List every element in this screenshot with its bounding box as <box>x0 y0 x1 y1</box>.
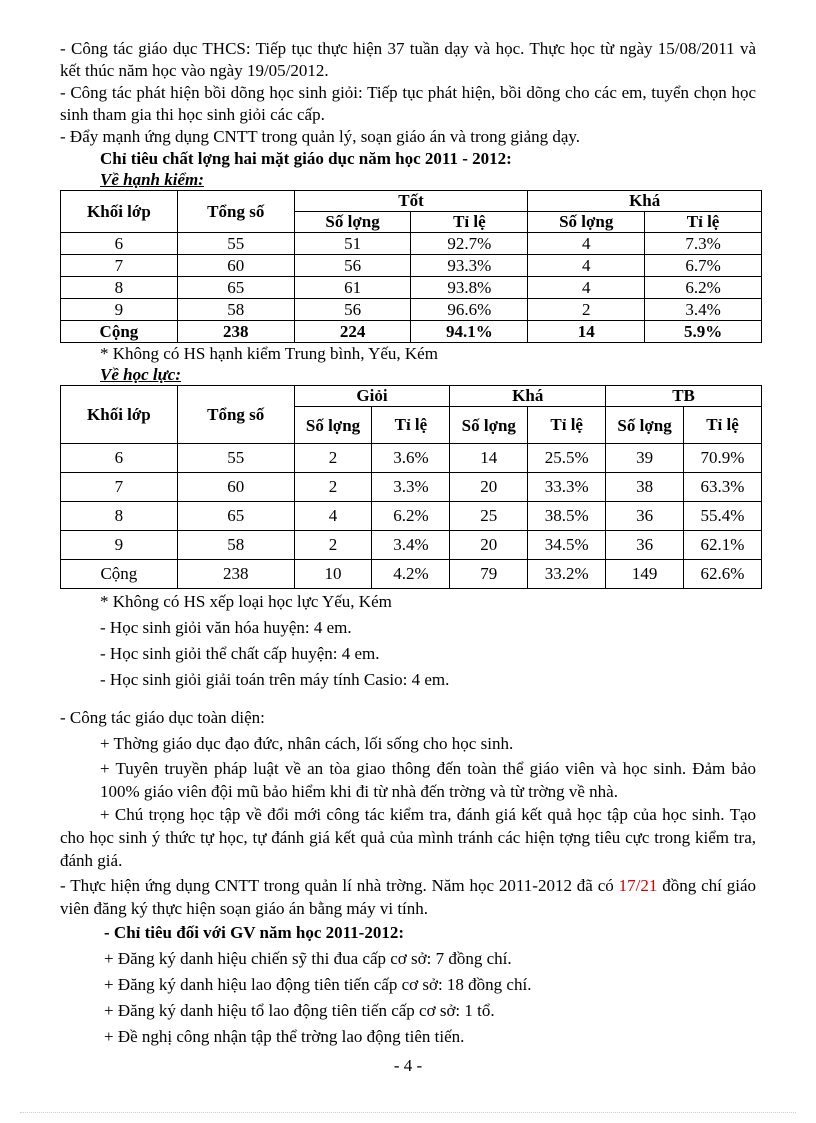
table-cell: 6 <box>61 444 178 473</box>
table-cell: 149 <box>606 560 684 589</box>
academic-header-rate: Tỉ lệ <box>528 407 606 444</box>
table-cell: 55 <box>177 233 294 255</box>
table-cell: 2 <box>528 299 645 321</box>
conduct-header-good-count: Số lợng <box>294 212 411 233</box>
table-cell: 33.3% <box>528 473 606 502</box>
table-cell: 3.4% <box>645 299 762 321</box>
academic-note: - Học sinh giỏi giải toán trên máy tính Casio: 4 em. <box>100 670 450 689</box>
table-cell: 20 <box>450 473 528 502</box>
table-cell: 55 <box>177 444 294 473</box>
table-cell: 56 <box>294 299 411 321</box>
table-cell: 96.6% <box>411 299 528 321</box>
table-row <box>61 531 762 560</box>
table-row <box>61 255 762 277</box>
table-cell: 9 <box>61 299 178 321</box>
table-cell: 7 <box>61 255 178 277</box>
quality-heading: Chỉ tiêu chất lợng hai mặt giáo dục năm học 2011 - 2012: <box>100 149 512 168</box>
table-cell: 238 <box>177 560 294 589</box>
academic-header-count: Số lợng <box>606 407 684 444</box>
comprehensive-item: + Chú trọng học tập về đổi mới công tác kiểm tra, đánh giá kết quả học tập của học sinh. Tạo cho học sinh ý thức tự học, tự đánh giá kết quả của mình tránh các hiện tợng tiêu cực trong kiểm tra, đánh giá. <box>60 805 756 870</box>
table-row <box>61 444 762 473</box>
intro-line-2: - Công tác phát hiện bồi dõng học sinh giỏi: Tiếp tục phát hiện, bồi dõng cho các em, tuyển chọn học sinh tham gia thi học sinh giỏi các cấp. <box>60 83 756 124</box>
academic-header-rate: Tỉ lệ <box>684 407 762 444</box>
conduct-header-grade: Khối lớp <box>61 191 178 233</box>
table-cell: 70.9% <box>684 444 762 473</box>
intro-line-1: - Công tác giáo dục THCS: Tiếp tục thực hiện 37 tuần dạy và học. Thực học từ ngày 15/08/2011 và kết thúc năm học vào ngày 19/05/2012. <box>60 39 756 80</box>
conduct-table <box>60 190 762 343</box>
table-cell: 79 <box>450 560 528 589</box>
teachers-item: + Đăng ký danh hiệu tổ lao động tiên tiến cấp cơ sở: 1 tổ. <box>104 1001 495 1020</box>
conduct-header-good-rate: Tỉ lệ <box>411 212 528 233</box>
table-cell: 14 <box>528 321 645 343</box>
table-cell: 39 <box>606 444 684 473</box>
table-cell: 2 <box>294 531 372 560</box>
table-cell: 56 <box>294 255 411 277</box>
table-cell: 58 <box>177 531 294 560</box>
academic-header-total: Tổng số <box>177 386 294 444</box>
table-cell: 51 <box>294 233 411 255</box>
academic-header-excellent: Giỏi <box>294 386 450 407</box>
table-cell: 224 <box>294 321 411 343</box>
academic-header-count: Số lợng <box>450 407 528 444</box>
page-number: - 4 - <box>393 1056 423 1075</box>
conduct-header-total: Tổng số <box>177 191 294 233</box>
teachers-item: + Đăng ký danh hiệu lao động tiên tiến cấp cơ sở: 18 đồng chí. <box>104 975 532 994</box>
document-page <box>60 38 756 1050</box>
table-cell: 7 <box>61 473 178 502</box>
academic-header-grade: Khối lớp <box>61 386 178 444</box>
table-cell: 3.3% <box>372 473 450 502</box>
it-text-before: - Thực hiện ứng dụng CNTT trong quản lí nhà trờng. Năm học 2011-2012 đã có <box>60 876 619 895</box>
conduct-subheading: Về hạnh kiểm: <box>100 170 204 189</box>
table-cell: Cộng <box>61 321 178 343</box>
academic-note: - Học sinh giỏi thể chất cấp huyện: 4 em. <box>100 644 380 663</box>
teachers-item: + Đăng ký danh hiệu chiến sỹ thi đua cấp cơ sở: 7 đồng chí. <box>104 949 512 968</box>
table-cell: 10 <box>294 560 372 589</box>
table-cell: Cộng <box>61 560 178 589</box>
table-cell: 25 <box>450 502 528 531</box>
table-cell: 3.6% <box>372 444 450 473</box>
table-cell: 4 <box>528 255 645 277</box>
table-cell: 8 <box>61 277 178 299</box>
table-cell: 65 <box>177 502 294 531</box>
academic-header-average: TB <box>606 386 762 407</box>
table-cell: 62.6% <box>684 560 762 589</box>
table-cell: 36 <box>606 502 684 531</box>
it-highlight: 17/21 <box>618 876 658 895</box>
comprehensive-item: + Thờng giáo dục đạo đức, nhân cách, lối sống cho học sinh. <box>100 734 514 753</box>
table-cell: 61 <box>294 277 411 299</box>
it-paragraph <box>60 874 756 920</box>
table-cell: 14 <box>450 444 528 473</box>
table-row <box>61 277 762 299</box>
table-cell: 63.3% <box>684 473 762 502</box>
table-cell: 4 <box>528 233 645 255</box>
academic-table <box>60 385 762 589</box>
it-text-after: đồng chí giáo viên đăng ký thực hiện soạn giáo án bằng máy vi tính. <box>60 876 756 918</box>
table-cell: 65 <box>177 277 294 299</box>
table-cell: 94.1% <box>411 321 528 343</box>
table-row <box>61 502 762 531</box>
table-cell: 8 <box>61 502 178 531</box>
conduct-header-fair-rate: Tỉ lệ <box>645 212 762 233</box>
table-cell: 6.2% <box>372 502 450 531</box>
table-cell: 2 <box>294 444 372 473</box>
page-bottom-divider <box>20 1112 796 1113</box>
table-row <box>61 233 762 255</box>
table-total-row <box>61 560 762 589</box>
table-cell: 3.4% <box>372 531 450 560</box>
table-cell: 60 <box>177 255 294 277</box>
table-cell: 2 <box>294 473 372 502</box>
table-row <box>61 473 762 502</box>
table-cell: 38.5% <box>528 502 606 531</box>
conduct-header-fair-count: Số lợng <box>528 212 645 233</box>
academic-header-rate: Tỉ lệ <box>372 407 450 444</box>
table-cell: 58 <box>177 299 294 321</box>
table-cell: 5.9% <box>645 321 762 343</box>
table-cell: 25.5% <box>528 444 606 473</box>
table-cell: 4 <box>528 277 645 299</box>
table-total-row <box>61 321 762 343</box>
table-cell: 36 <box>606 531 684 560</box>
table-cell: 6.7% <box>645 255 762 277</box>
table-row <box>61 299 762 321</box>
academic-note: * Không có HS xếp loại học lực Yếu, Kém <box>100 592 392 611</box>
comprehensive-item: + Tuyên truyền pháp luật về an tòa giao thông đến toàn thể giáo viên và học sinh. Đảm bảo 100% giáo viên đội mũ bảo hiểm khi đi từ nhà đến trờng và từ trờng về nhà. <box>100 759 756 801</box>
teachers-title: - Chỉ tiêu đối với GV năm học 2011-2012: <box>104 923 405 942</box>
conduct-header-good: Tốt <box>294 191 528 212</box>
table-cell: 34.5% <box>528 531 606 560</box>
table-cell: 6.2% <box>645 277 762 299</box>
table-cell: 93.3% <box>411 255 528 277</box>
academic-header-fair: Khá <box>450 386 606 407</box>
conduct-note: * Không có HS hạnh kiểm Trung bình, Yếu, Kém <box>100 344 438 363</box>
academic-header-count: Số lợng <box>294 407 372 444</box>
table-cell: 7.3% <box>645 233 762 255</box>
table-cell: 38 <box>606 473 684 502</box>
academic-subheading: Về học lực: <box>100 365 181 384</box>
table-cell: 4 <box>294 502 372 531</box>
intro-line-3: - Đẩy mạnh ứng dụng CNTT trong quản lý, soạn giáo án và trong giảng dạy. <box>60 127 581 146</box>
table-cell: 60 <box>177 473 294 502</box>
conduct-header-fair: Khá <box>528 191 762 212</box>
table-cell: 20 <box>450 531 528 560</box>
teachers-item: + Đề nghị công nhận tập thể trờng lao động tiên tiến. <box>104 1027 465 1046</box>
table-cell: 6 <box>61 233 178 255</box>
table-cell: 55.4% <box>684 502 762 531</box>
table-cell: 93.8% <box>411 277 528 299</box>
table-cell: 62.1% <box>684 531 762 560</box>
table-cell: 92.7% <box>411 233 528 255</box>
table-cell: 4.2% <box>372 560 450 589</box>
table-cell: 9 <box>61 531 178 560</box>
academic-note: - Học sinh giỏi văn hóa huyện: 4 em. <box>100 618 352 637</box>
table-cell: 238 <box>177 321 294 343</box>
table-cell: 33.2% <box>528 560 606 589</box>
comprehensive-title: - Công tác giáo dục toàn diện: <box>60 708 265 727</box>
